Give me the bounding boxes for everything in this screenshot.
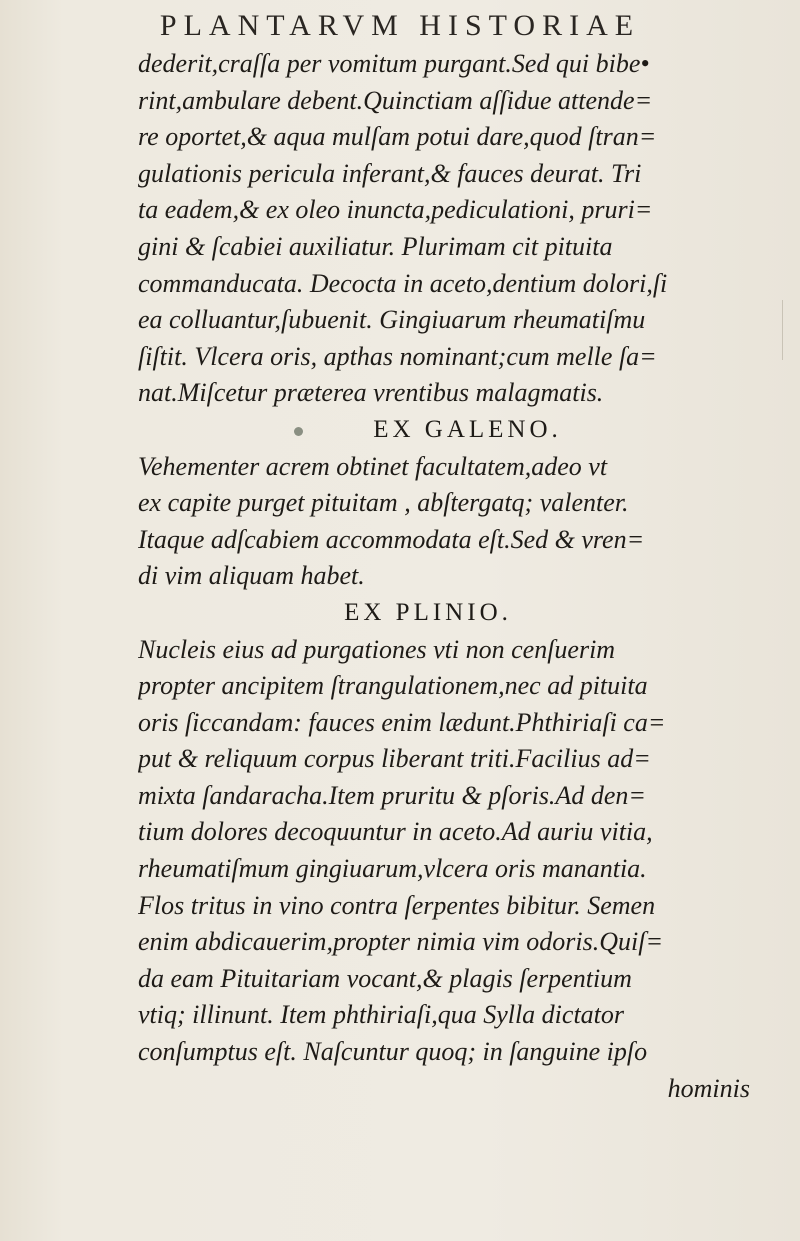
text-line: ea colluantur,ſubuenit. Gingiuarum rheumatiſmu [138,305,646,335]
ornament-dot [294,427,303,436]
text-line: enim abdicauerim,propter nimia vim odoris.Quiſ= [138,927,663,957]
text-line: gulationis pericula inferant,& fauces deurat. Tri [138,158,642,188]
text-line: gini & ſcabiei auxiliatur. Plurimam cit pituita [138,231,613,261]
text-line: oris ſiccandam: fauces enim lædunt.Phthiriaſi ca= [138,707,666,737]
text-line: ex capite purget pituitam , abſtergatq; valenter. [138,488,629,518]
text-line: put & reliquum corpus liberant triti.Facilius ad= [138,744,651,774]
catchword: hominis [667,1073,750,1103]
text-line: dederit,craſſa per vomitum purgant.Sed qui bibe• [138,49,650,78]
text-line: conſumptus eſt. Naſcuntur quoq; in ſanguine ipſo [138,1037,648,1067]
text-line: re oportet,& aqua mulſam potui dare,quod ſtran= [138,122,657,152]
text-line: da eam Pituitariam vocant,& plagis ſerpentium [138,963,632,993]
text-line: vtiq; illinunt. Item phthiriaſi,qua Sylla dictator [138,1000,625,1030]
text-line: di vim aliquam habet. [138,561,365,591]
text-line: mixta ſandaracha.Item pruritu & pſoris.Ad den= [138,780,646,810]
text-line: Flos tritus in vino contra ſerpentes bibitur. Semen [138,890,656,920]
text-line: Nucleis eius ad purgationes vti non cenſuerim [138,634,616,664]
text-line: ta eadem,& ex oleo inuncta,pediculationi, pruri= [138,195,653,225]
text-line: rint,ambulare debent.Quinctiam aſſidue attende= [138,85,653,115]
text-line: propter ancipitem ſtrangulationem,nec ad pituita [138,671,648,701]
body-text [138,46,778,1107]
text-line: Vehementer acrem obtinet facultatem,adeo vt [138,451,608,481]
text-line: ſiſtit. Vlcera oris, apthas nominant;cum melle ſa= [138,341,657,371]
text-line: commanducata. Decocta in aceto,dentium dolori,ſi [138,268,668,298]
paragraph-2 [138,449,778,595]
heading-text: EX GALENO. [373,415,562,443]
text-line: nat.Miſcetur præterea vrentibus malagmatis. [138,378,604,408]
text-line: rheumatiſmum gingiuarum,vlcera oris manantia. [138,854,647,884]
paragraph-1 [138,46,778,412]
page-edge-mark [782,300,783,360]
section-heading-galeno [138,412,778,449]
text-line: tium dolores decoquuntur in aceto.Ad auriu vitia, [138,817,653,847]
text-line: Itaque adſcabiem accommodata eſt.Sed & vren= [138,524,645,554]
section-heading-plinio: EX PLINIO. [344,598,512,626]
paragraph-3 [138,632,778,1071]
running-header: PLANTARVM HISTORIAE [159,9,641,42]
